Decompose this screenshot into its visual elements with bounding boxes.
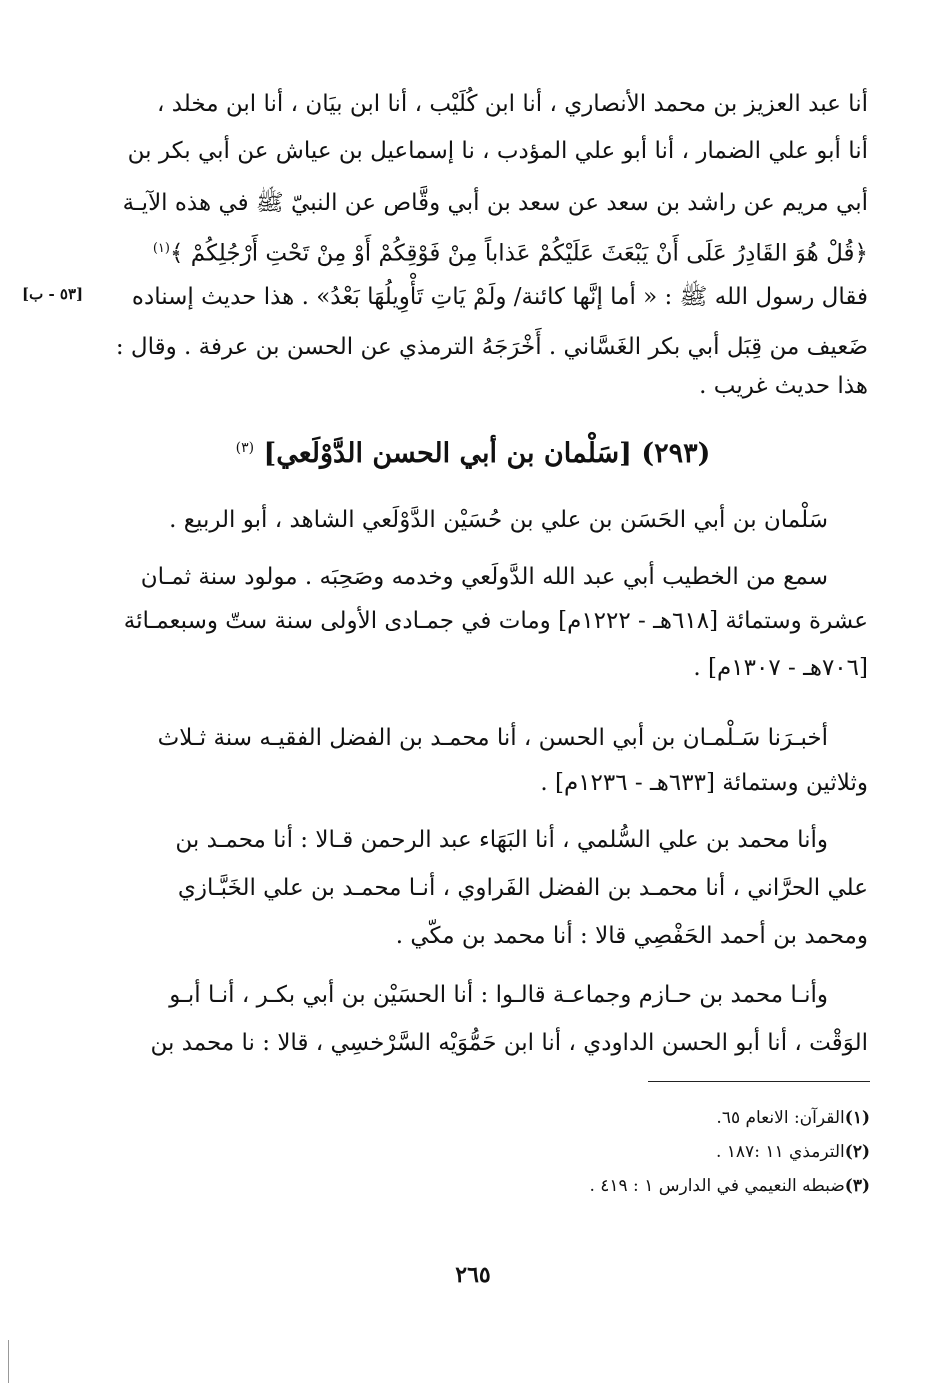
body-line: علي الحرَّاني ، أنا محمـد بن الفضل الفَراوي ، أنـا محمـد بن علي الخَبَّـازي [177,875,868,901]
footnote-divider [648,1081,870,1082]
footnote [716,1139,870,1165]
body-line [132,279,868,315]
body-line: أبي مريم عن راشد بن سعد عن سعد بن أبي وقَّاص عن النبيّ ﷺ في هذه الآيـة [122,190,868,216]
footnote-number: (٢) [844,1142,870,1162]
manuscript-folio-note: [٥٣ - ب] [22,285,84,303]
footnote-number: (٣) [844,1176,870,1196]
body-line: أنا عبد العزيز بن محمد الأنصاري ، أنا ابن كُلَيْب ، أنا ابن بيَان ، أنا ابن مخلد ، [156,91,868,117]
body-line: سَلْمان بن أبي الحَسَن بن علي بن حُسَيْن الدَّوْلَعي الشاهد ، أبو الربيع . [169,507,828,533]
footnote-text: ضبطه النعيمي في الدارس ١ : ٤١٩ . [589,1176,845,1196]
body-line: الوَقْت ، أنا أبو الحسن الداودي ، أنا ابن حَمُّوَيْه السَّرْخسِي ، قالا : نا محمد بن [150,1030,868,1056]
body-line: ومحمد بن أحمد الحَفْصِي قالا : أنا محمد بن مكّي . [395,923,868,949]
body-line-text: فقال رسول الله ﷺ : « أما إنَّها كائنة/ ولَمْ يَاتِ تَأْوِيلُهَا بَعْدُ» . هذا حديث إسناده [131,284,868,310]
footnote [716,1105,870,1131]
body-line: ضَعيف من قِبَل أبي بكر الغَسَّاني . أَخْرَجَهُ الترمذي عن الحسن بن عرفة . وقال : [115,334,868,360]
footnote [589,1173,870,1199]
footnote-mark: (١) [152,241,170,256]
footnote-mark: (٣) [235,440,255,456]
body-line: وثلاثين وستمائة [٦٣٣هـ - ١٢٣٦م] . [540,770,868,796]
footnote-text: الترمذي ١١ :١٨٧ . [715,1142,845,1162]
body-line: هذا حديث غريب . [699,373,868,399]
body-line: وأنا محمد بن علي السُّلمي ، أنا البَهَاء عبد الرحمن قـالا : أنا محمـد بن [175,827,828,853]
body-line: أخبـرَنا سَـلْمـان بن أبي الحسن ، أنا محمـد بن الفضل الفقيـه سنة ثـلاث [157,725,828,751]
quran-verse: ﴿قُلْ هُوَ القَادِرُ عَلَى أَنْ يَبْعَثَ عَلَيْكُمْ عَذاباً مِنْ فَوْقِكُمْ أَوْ مِنْ تَحْتِ أَرْجُلِكُمْ ﴾ [169,240,868,267]
quran-verse-line [153,231,868,272]
body-line: عشرة وستمائة [٦١٨هـ - ١٢٢٢م] ومات في جمـادى الأولى سنة ستّ وسبعمـائة [123,608,868,634]
footnote-number: (١) [844,1108,870,1128]
body-line: وأنـا محمد بن حـازم وجماعـة قالـوا : أنا الحسَيْن بن أبي بكـر ، أنـا أبـو [169,982,828,1008]
body-line: [٧٠٦هـ - ١٣٠٧م] . [693,655,868,681]
page-number: ٢٦٥ [455,1262,491,1288]
body-line: أنا أبو علي الضمار ، أنا أبو علي المؤدب ، نا إسماعيل بن عياش عن أبي بكر بن [127,138,868,164]
body-line: سمع من الخطيب أبي عبد الله الدَّولَعي وخدمه وصَحِبَه . مولود سنة ثمـان [140,564,828,590]
scan-edge [8,1340,9,1383]
footnote-text: القرآن: الانعام ٦٥. [716,1108,845,1128]
entry-heading [0,428,946,474]
entry-heading-text: (٢٩٣) [سَلْمان بن أبي الحسن الدَّوْلَعي] [263,438,711,469]
